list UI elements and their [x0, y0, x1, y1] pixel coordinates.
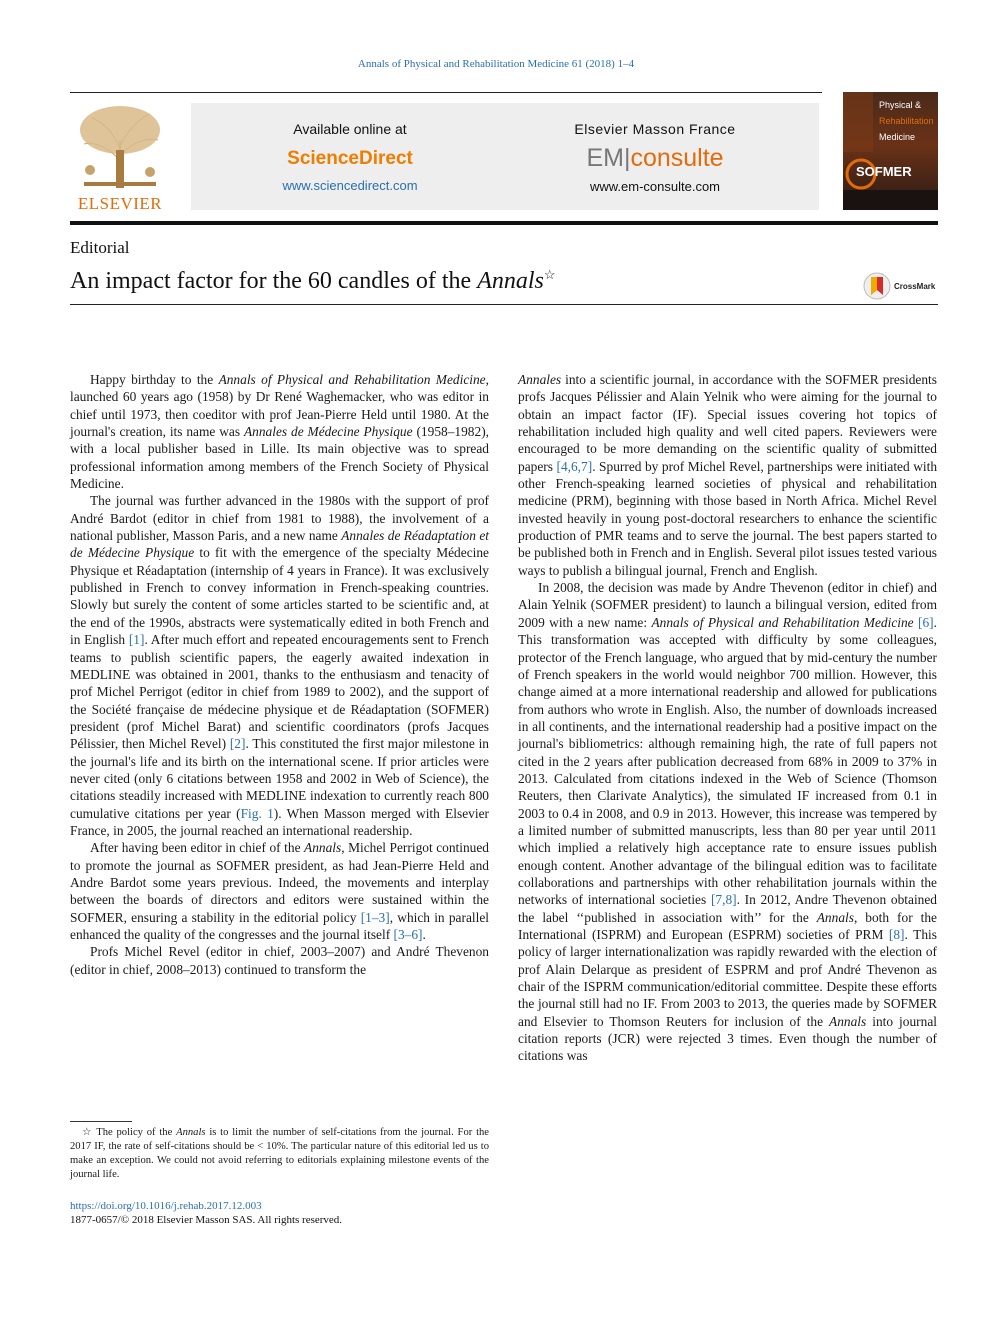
citation-link[interactable]: [4,6,7] — [556, 458, 593, 474]
citation-link[interactable]: [8] — [888, 927, 905, 942]
elsevier-wordmark: ELSEVIER — [77, 194, 163, 213]
journal-reference[interactable]: Annals of Physical and Rehabilitation Medicine 61 (2018) 1–4 — [357, 58, 635, 70]
sciencedirect-logo[interactable]: ScienceDirect — [287, 148, 413, 169]
journal-cover-thumbnail[interactable] — [843, 92, 938, 210]
article-title: An impact factor for the 60 candles of the Annals☆ — [70, 267, 556, 294]
title-divider — [70, 304, 938, 305]
footnote: ☆ The policy of the Annals is to limit the number of self-citations from the journal. For the 2017 IF, the rate of self-citations should be < 10%. The particular nature of this editorial led us to make an exception. We could not avoid referring to editorials explaining milestone events of the journal life. — [70, 1127, 490, 1180]
citation-link[interactable]: Fig. 1 — [240, 805, 274, 821]
title-footnote-mark[interactable]: ☆ — [543, 267, 556, 282]
body-paragraph: Profs Michel Revel (editor in chief, 2003–2007) and André Thevenon (editor in chief, 2008–2013) continued to transform the — [70, 944, 489, 977]
footnote-divider — [70, 1121, 132, 1122]
sciencedirect-link[interactable]: www.sciencedirect.com — [282, 178, 418, 193]
emconsulte-logo[interactable]: EM|consulte — [586, 144, 724, 172]
cover-title-line: Medicine — [879, 132, 916, 142]
body-paragraph: In 2008, the decision was made by Andre Thevenon (editor in chief) and Alain Yelnik (SOFMER president) to launch a bilingual version, edited from 2009 with a new name: Annals of Physical and Rehabilitation Medicine [6]. This transformation was accepted with difficulty by some colleagues, protector of the French language, who argued that by mid-century the number of French speakers in the world would neighbor 700 million. However, this change aimed at a more international readership and allowed for publications from authors who wrote in English. Also, the number of downloads increased in all continents, and the international readership had a positive impact on the journal's bibliometrics: although remaining high, the rate of full papers not cited in the 2 years after publication decreased from 68% in 2009 to 37% in 2013. Calculated from citations indexed in the Web of Science (Thomson Reuters, then Clarivate Analytics), the simulated IF increased from 0.1 in 2003 to 0.4 in 2008, and 0.9 in 2013. However, this increase was tempered by a limited number of submitted manuscripts, less than 80 per year until 2011 which implied a relatively high acceptance rate to ensure issues publish enough content. Another advantage of the bilingual edition was to facilitate collaborations and partnerships with other rehabilitation journals within the networks of international societies [7,8]. In 2012, Andre Thevenon obtained the label ‘‘published in association with’’ for the Annals, both for the International (ISPRM) and European (ESPRM) societies of PRM [8]. This policy of larger internationalization was rapidly rewarded with the election of prof Alain Delarque as president of ESPRM and prof André Thevenon as chair of the ISPRM communication/editorial committee. Despite these efforts the journal still had no IF. From 2003 to 2013, the queries made by SOFMER and Elsevier to Thomson Reuters for inclusion of the Annals into journal citation reports (JCR) were rejected 3 times. Even though the number of citations was — [518, 580, 937, 1064]
citation-link[interactable]: [7,8] — [710, 892, 737, 908]
body-paragraph: Happy birthday to the Annals of Physical and Rehabilitation Medicine, launched 60 years ago (1958) by Dr René Waghemacker, who was editor in chief until 1973, then coeditor with prof Jean-Pierre Held until 1980. At the journal's creation, its name was Annales de Médecine Physique (1958–1982), with a local publisher based in Lille. Its main objective was to spread professional information among members of the French Society of Physical Medicine. — [70, 372, 489, 492]
citation-link[interactable]: [1] — [128, 632, 145, 648]
section-label: Editorial — [70, 238, 130, 257]
cover-title-line: Rehabilitation — [879, 116, 934, 126]
citation-link[interactable]: [1–3] — [360, 909, 390, 925]
header-divider — [70, 221, 938, 225]
citation-link[interactable]: [3–6] — [393, 927, 423, 942]
copyright-notice: 1877-0657/© 2018 Elsevier Masson SAS. All rights reserved. — [70, 1214, 343, 1226]
crossmark-label[interactable]: CrossMark — [894, 282, 936, 291]
cover-title-line: Physical & — [879, 100, 922, 110]
available-online-label: Available online at — [293, 121, 407, 137]
body-paragraph: Annales into a scientific journal, in accordance with the SOFMER presidents profs Jacques Pélissier and Alain Yelnik who were aiming for the journal to obtain an impact factor (IF). Special issues covering hot topics of rehabilitation included high quality and well cited papers. Reviewers were encouraged to be more demanding on the scientific quality of submitted papers [4,6,7]. Spurred by prof Michel Revel, partnerships were initiated with other French-speaking learned societies of physical and rehabilitation medicine (PRM), beginning with those based in North Africa. Michel Revel invested heavily in young post-doctoral researchers to enhance the scientific production of PMR teams and to serve the journal. The best papers started to be published both in French and in English. Several pilot issues tested various ways to publish a bilingual journal, French and English. — [518, 372, 938, 578]
emc-publisher-label: Elsevier Masson France — [574, 121, 736, 137]
emconsulte-link[interactable]: www.em-consulte.com — [589, 179, 721, 194]
body-column-left — [70, 371, 489, 978]
body-column-right — [518, 371, 937, 1065]
citation-link[interactable]: [2] — [229, 736, 246, 752]
body-paragraph: The journal was further advanced in the 1980s with the support of prof André Bardot (editor in chief from 1981 to 1988), the involvement of a national publisher, Masson Paris, and a new name Annales de Réadaptation et de Médecine Physique to fit with the emergence of the specialty Médecine Physique et Réadaptation (internship of 4 years in France). It was exclusively published in French to convey information in French-speaking countries. Slowly but surely the content of some articles started to be scientific and, at the end of the 1990s, abstracts were systematically edited in both French and in English [1]. After much effort and repeated encouragements sent to French teams to publish scientific papers, the eagerly awaited indexation in MEDLINE was obtained in 2001, thanks to the enthusiasm and tenacity of prof Michel Perrigot (editor in chief from 1989 to 2002), and the support of the Société française de médecine physique et de Réadaptation (SOFMER) president (prof Michel Barat) and scientific coordinators (profs Jacques Pélissier, then Michel Revel) [2]. This constituted the first major milestone in the journal's life and its birth on the international scene. If prior articles were never cited (only 6 citations between 1958 and 2002 in Web of Science), the citations steadily increased with MEDLINE indexation to currently reach 800 cumulative citations per year (Fig. 1). When Masson merged with Elsevier France, in 2005, the journal reached an international readership. — [70, 493, 489, 838]
body-paragraph: After having been editor in chief of the Annals, Michel Perrigot continued to promote the journal as SOFMER president, as had Jean-Pierre Held and Andre Bardot some years previous. Indeed, the movements and interplay between the boards of directors and editors were sustained within the SOFMER, ensuring a stability in the editorial policy [1–3], which in parallel enhanced the quality of the congresses and the journal itself [3–6]. — [70, 840, 490, 942]
cover-sofmer-logo: SOFMER — [856, 164, 912, 179]
doi-link[interactable]: https://doi.org/10.1016/j.rehab.2017.12.003 — [70, 1200, 262, 1212]
citation-link[interactable]: [6] — [918, 614, 934, 630]
